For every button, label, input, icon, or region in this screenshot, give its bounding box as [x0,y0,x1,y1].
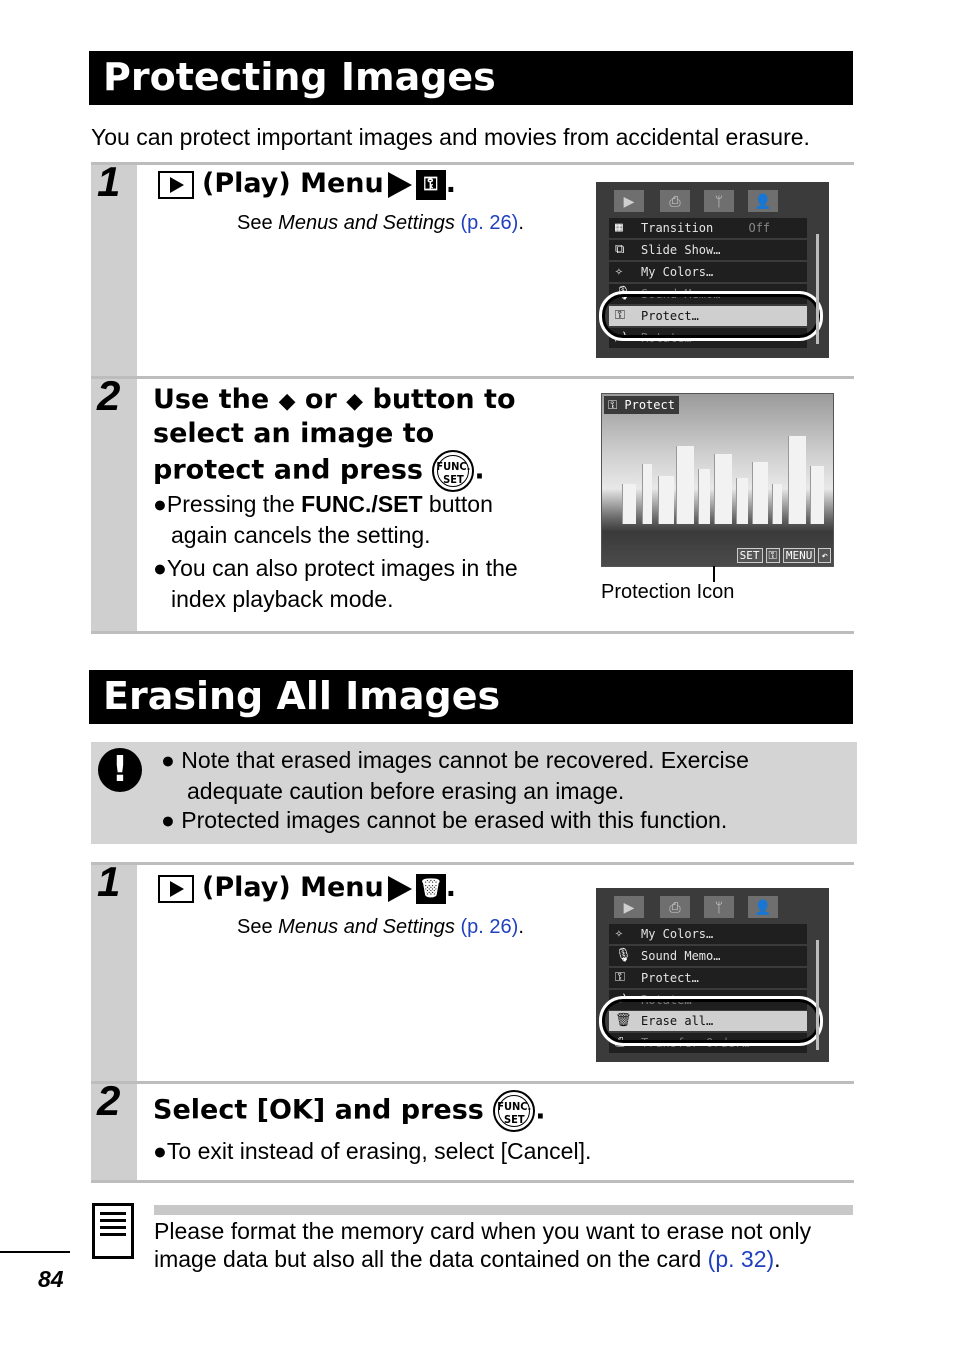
step-number: 1 [97,858,121,905]
microphone-icon: 🎙 [615,286,632,301]
key-icon: ⚿ [766,548,780,563]
play-icon [158,875,194,903]
microphone-icon: 🎙 [615,948,632,963]
caution-box: ! ● Note that erased images cannot be recovered. Exercise adequate caution before erasing an image. ● Protected images cannot be erased with this function. [91,742,857,844]
menu-row-soundmemo: 🎙 Sound Memo… [609,284,807,304]
menu-row-protect: ⚿ Protect… [609,306,807,326]
section-title-erasing: Erasing All Images [89,670,853,724]
step-heading: (Play) Menu ⚿ . [158,168,456,200]
menu-row-rotate: ⤾ Rotate… [609,328,807,348]
tab-mymenu-icon: 👤 [748,190,778,212]
menu-row-transition: ▦ Transition Off [609,218,807,238]
section-title-protecting: Protecting Images [89,51,853,105]
photo-status-bar [734,548,831,564]
tab-print-icon: ⎙ [660,190,690,212]
key-icon: ⚿ [608,398,618,412]
menu-row-soundmemo: 🎙 Sound Memo… [609,946,807,966]
tab-settings-icon: ᛘ [704,896,734,918]
page-link[interactable]: (p. 26) [460,916,519,938]
play-icon [158,171,194,199]
func-set-icon: FUNC. SET [493,1090,535,1132]
bullet-index-mode: ●You can also protect images in the index playback mode. [153,555,518,612]
menu-badge: MENU [783,548,816,563]
arrow-right-icon [388,876,412,902]
key-icon: ⚿ [615,308,625,323]
step-heading: (Play) Menu 🗑 . [158,872,456,904]
transition-icon: ▦ [615,220,623,235]
note-text: Please format the memory card when you want to erase not only image data but also all the data contained on the card (p. 32). [154,1218,812,1272]
memo-icon [92,1203,134,1259]
tab-play-icon: ▶ [614,896,644,918]
menu-row-rotate: ⤾ Rotate… [609,990,807,1010]
return-icon: ↶ [818,548,831,563]
protect-tag: ⚿ Protect [604,396,679,414]
bullet-func-cancel: ●Pressing the FUNC./SET button again cancels the setting. [153,491,493,548]
step-heading: Select [OK] and press FUNC. SET . [153,1090,546,1132]
func-set-icon: FUNC. SET [432,450,474,492]
step-number: 2 [97,1077,121,1124]
tab-settings-icon: ᛘ [704,190,734,212]
caution-icon: ! [98,748,142,792]
menu-row-transfer-order: ⎙ Transfer Order… [609,1033,807,1053]
rotate-icon: ⤾ [615,992,626,1007]
camera-menu-protect [596,182,829,358]
key-icon: ⚿ [416,170,446,200]
key-icon: ⚿ [615,970,625,985]
tab-mymenu-icon: 👤 [748,896,778,918]
highlight-ring [599,996,823,1046]
right-arrow-icon: ◆ [346,389,364,414]
tab-play-icon: ▶ [614,190,644,212]
step-heading: Use the ◆ or ◆ button to select an image to protect and press FUNC. SET . [153,384,516,492]
step-number: 2 [97,372,121,419]
left-arrow-icon: ◆ [278,389,296,414]
protection-icon-callout: Protection Icon [601,581,735,603]
tab-print-icon: ⎙ [660,896,690,918]
slideshow-icon: ⧉ [615,242,625,257]
highlight-ring [599,291,823,341]
camera-menu-erase [596,888,829,1062]
rotate-icon: ⤾ [615,330,626,345]
trash-icon: 🗑 [416,874,446,904]
menu-row-erase-all: 🗑 Erase all… [609,1011,807,1031]
menu-row-mycolors: ✧ My Colors… [609,924,807,944]
set-badge: SET [737,548,763,563]
menu-row-slideshow: ⧉ Slide Show… [609,240,807,260]
page-number: 84 [38,1266,64,1292]
see-reference: See Menus and Settings (p. 26). [237,916,524,938]
intro-text: You can protect important images and movies from accidental erasure. [91,124,810,150]
menu-row-mycolors: ✧ My Colors… [609,262,807,282]
mycolors-icon: ✧ [615,264,623,279]
mycolors-icon: ✧ [615,926,623,941]
trash-icon: 🗑 [615,1013,632,1028]
transfer-icon: ⎙ [615,1035,626,1050]
bullet-cancel: ●To exit instead of erasing, select [Cancel]. [153,1138,592,1164]
protect-screen-photo [601,393,834,567]
step-number: 1 [97,158,121,205]
see-reference: See Menus and Settings (p. 26). [237,212,524,234]
arrow-right-icon [388,172,412,198]
page-link[interactable]: (p. 32) [707,1246,775,1272]
menu-row-protect: ⚿ Protect… [609,968,807,988]
page-link[interactable]: (p. 26) [460,212,519,234]
